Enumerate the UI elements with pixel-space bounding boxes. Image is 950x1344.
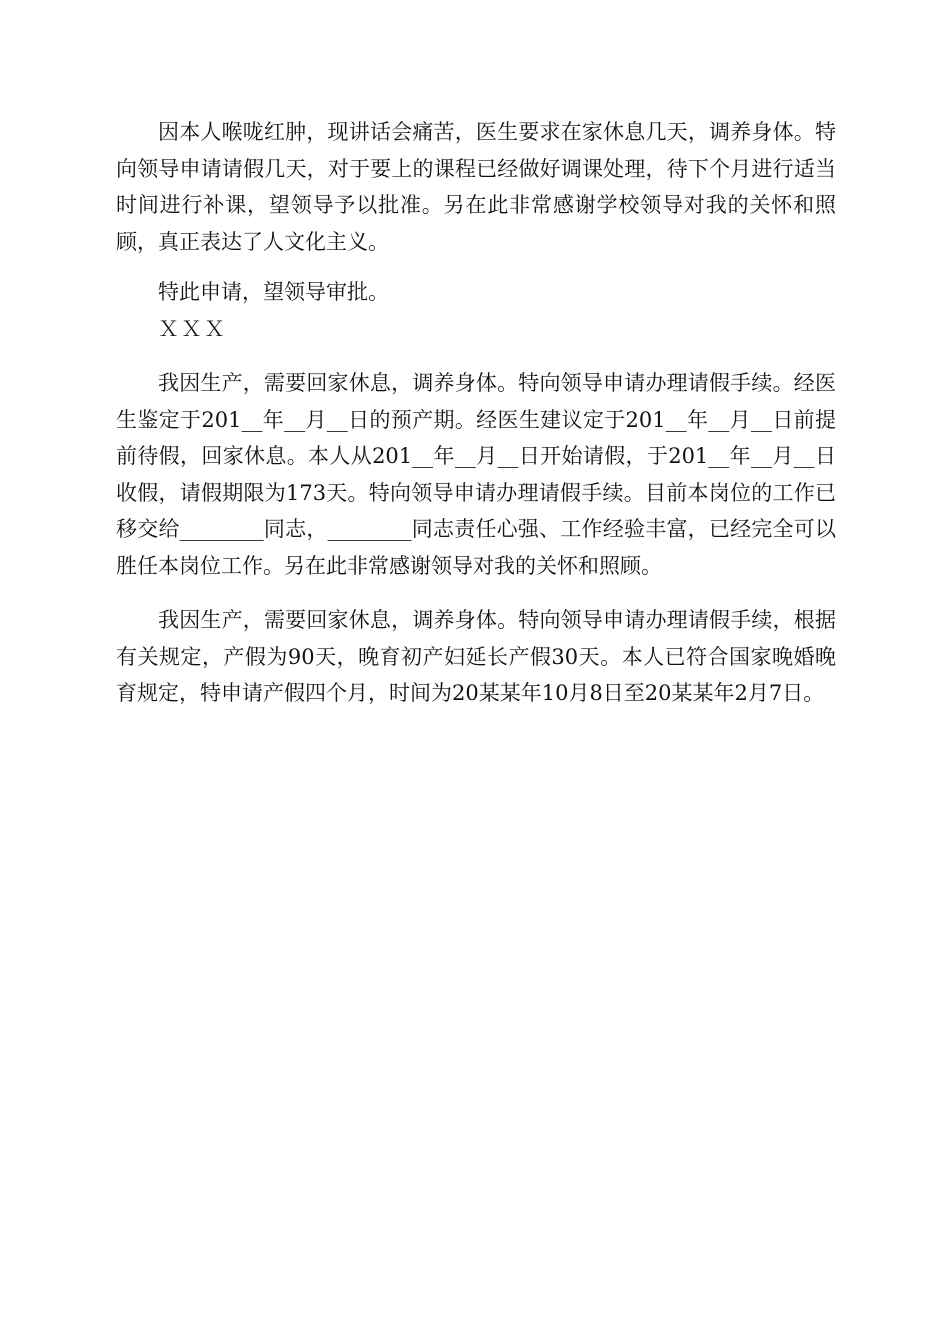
document-body <box>116 114 836 712</box>
paragraph-sick-leave: 因本人喉咙红肿，现讲话会痛苦，医生要求在家休息几天，调养身体。特向领导申请请假几天，对于要上的课程已经做好调课处理，待下个月进行适当时间进行补课，望领导予以批准。另在此非常感谢学校领导对我的关怀和照顾，真正表达了人文化主义。 <box>116 120 836 254</box>
paragraph-request-approval: 特此申请，望领导审批。 <box>158 280 389 304</box>
signature-placeholder: ＸＸＸ <box>158 316 227 341</box>
paragraph-maternity-leave-2: 我因生产，需要回家休息，调养身体。特向领导申请办理请假手续，根据有关规定，产假为90天，晚育初产妇延长产假30天。本人已符合国家晚婚晚育规定，特申请产假四个月，时间为20某某年10月8日至20某某年2月7日。 <box>116 608 836 705</box>
paragraph-maternity-leave-1: 我因生产，需要回家休息，调养身体。特向领导申请办理请假手续。经医生鉴定于201__年__月__日的预产期。经医生建议定于201__年__月__日前提前待假，回家休息。本人从201__年__月__日开始请假，于201__年__月__日收假，请假期限为173天。特向领导申请办理请假手续。目前本岗位的工作已移交给________同志，________同志责任心强、工作经验丰富，已经完全可以胜任本岗位工作。另在此非常感谢领导对我的关怀和照顾。 <box>116 371 836 578</box>
